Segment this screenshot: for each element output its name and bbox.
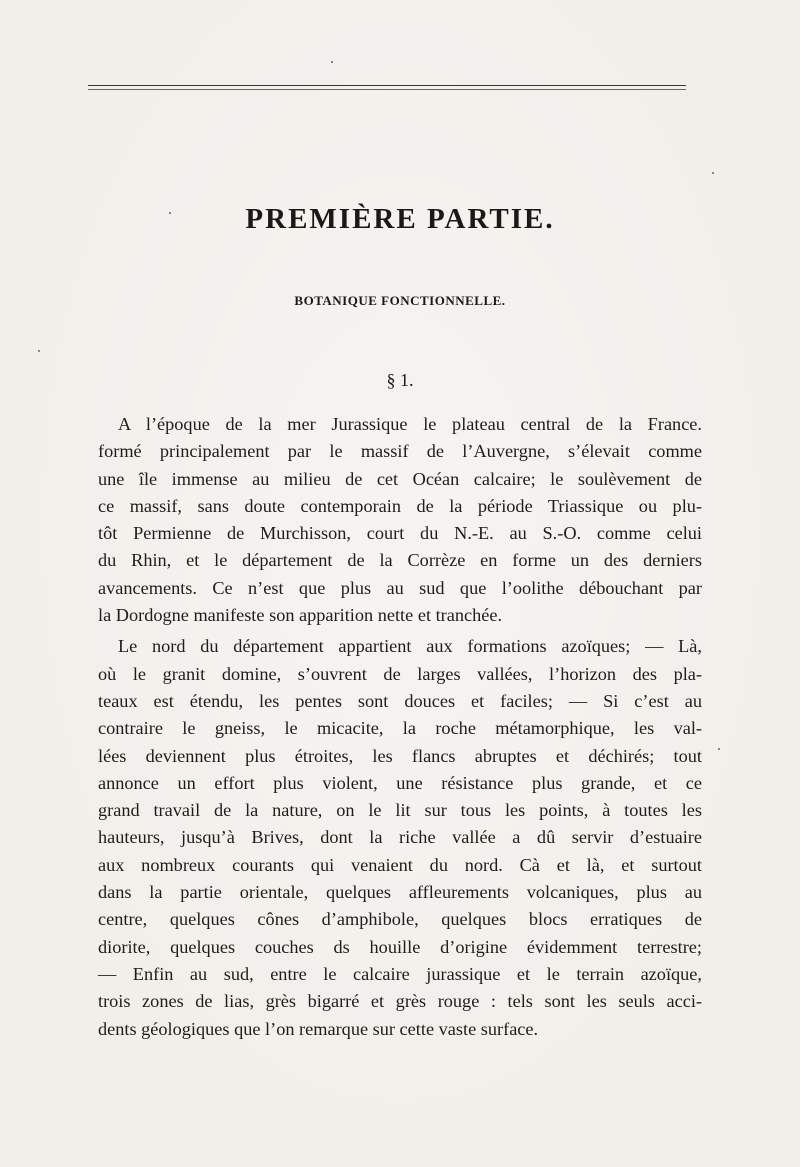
text-line: où le granit domine, s’ouvrent de larges vallées, l’horizon des pla- (98, 663, 702, 684)
text-line: dents géologiques que l’on remarque sur cette vaste surface. (98, 1018, 539, 1039)
text-line: trois zones de lias, grès bigarré et grès rouge : tels sont les seuls acci- (98, 991, 702, 1012)
text-line: hauteurs, jusqu’à Brives, dont la riche vallée a dû servir d’estuaire (98, 827, 702, 848)
body-text (98, 411, 702, 1043)
text-line: aux nombreux courants qui venaient du nord. Cà et là, et surtout (98, 854, 702, 875)
text-line: Le nord du département appartient aux formations azoïques; — Là, (118, 636, 702, 657)
paragraph (98, 411, 702, 629)
text-line: teaux est étendu, les pentes sont douces et faciles; — Si c’est au (98, 690, 702, 711)
text-line: contraire le gneiss, le micacite, la roche métamorphique, les val- (98, 718, 702, 739)
text-line: tôt Permienne de Murchisson, court du N.-E. au S.-O. comme celui (98, 523, 702, 544)
text-line: du Rhin, et le département de la Corrèze en forme un des derniers (98, 550, 702, 571)
ink-speck (718, 748, 720, 750)
header-rule-thin (88, 89, 686, 90)
paragraph (98, 633, 702, 1042)
text-line: — Enfin au sud, entre le calcaire jurassique et le terrain azoïque, (98, 963, 702, 984)
part-subtitle: BOTANIQUE FONCTIONNELLE. (294, 293, 506, 308)
text-line: diorite, quelques couches ds houille d’origine évidemment terrestre; (98, 936, 702, 957)
text-line: lées deviennent plus étroites, les flancs abruptes et déchirés; tout (98, 745, 702, 766)
text-line: dans la partie orientale, quelques affleurements volcaniques, plus au (98, 882, 702, 903)
part-title: PREMIÈRE PARTIE. (245, 203, 555, 235)
text-line: une île immense au milieu de cet Océan calcaire; le soulèvement de (98, 468, 702, 489)
header-rule-thick (88, 85, 686, 86)
ink-speck (331, 61, 333, 63)
text-line: formé principalement par le massif de l’Auvergne, s’élevait comme (98, 441, 702, 462)
text-line: annonce un effort plus violent, une résistance plus grande, et ce (98, 772, 702, 793)
text-line: grand travail de la nature, on le lit sur tous les points, à toutes les (98, 800, 702, 821)
ink-speck (38, 350, 40, 352)
section-number: § 1. (386, 370, 414, 390)
text-line: centre, quelques cônes d’amphibole, quelques blocs erratiques de (98, 909, 702, 930)
ink-speck (712, 172, 714, 174)
text-line: A l’époque de la mer Jurassique le plateau central de la France. (118, 414, 702, 434)
text-line: ce massif, sans doute contemporain de la période Triassique ou plu- (98, 495, 702, 516)
text-line: la Dordogne manifeste son apparition nette et tranchée. (98, 605, 503, 626)
text-line: avancements. Ce n’est que plus au sud que l’oolithe débouchant par (98, 577, 702, 598)
